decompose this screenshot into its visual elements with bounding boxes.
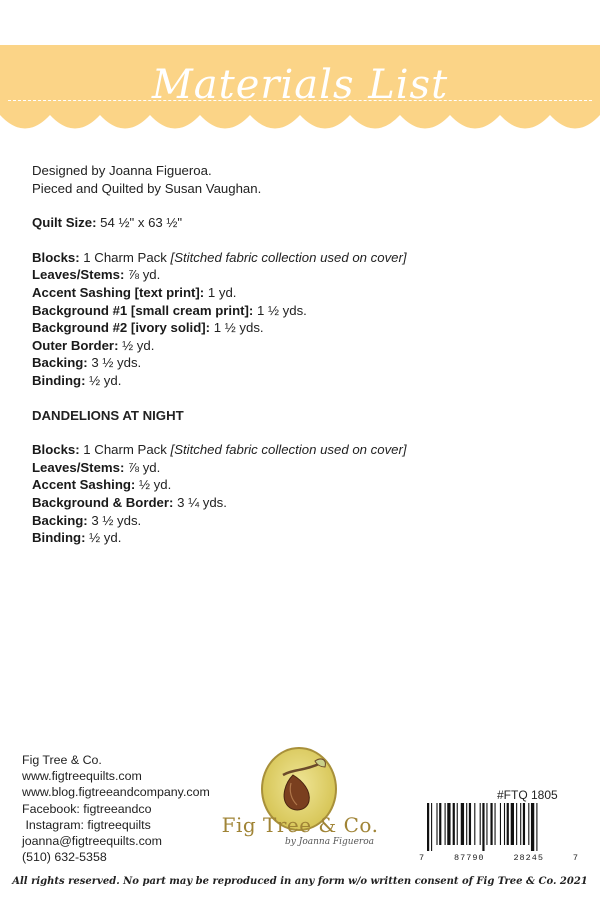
material-item bbox=[32, 302, 572, 320]
barcode-bar bbox=[520, 803, 521, 845]
material-value: 1 ½ yds. bbox=[253, 302, 307, 318]
material-label: Background #2 [ivory solid]: bbox=[32, 320, 211, 336]
material-label: Leaves/Stems: bbox=[32, 459, 125, 475]
phone-number: (510) 632-5358 bbox=[22, 850, 107, 865]
quilter-credit: Pieced and Quilted by Susan Vaughan. bbox=[32, 180, 262, 196]
barcode-bar bbox=[439, 803, 441, 845]
barcode-bar bbox=[482, 803, 484, 851]
barcode-digit-group: 28245 bbox=[513, 853, 544, 863]
material-value: ½ yd. bbox=[85, 530, 122, 546]
barcode-bar bbox=[511, 803, 514, 845]
quilt-size-line bbox=[32, 214, 572, 232]
barcode-bar bbox=[495, 803, 496, 845]
barcode-bar bbox=[531, 803, 534, 851]
material-label: Background #1 [small cream print]: bbox=[32, 302, 254, 318]
material-item bbox=[32, 284, 572, 302]
material-item bbox=[32, 494, 572, 512]
company-name: Fig Tree & Co. bbox=[22, 753, 102, 767]
materials-list-night bbox=[32, 441, 572, 547]
section-heading-night: DANDELIONS AT NIGHT bbox=[32, 407, 184, 423]
facebook-handle: Facebook: figtreeandco bbox=[22, 801, 152, 816]
blog-link[interactable]: www.blog.figtreeandcompany.com bbox=[22, 785, 210, 800]
material-value: ½ yd. bbox=[118, 337, 155, 353]
material-item bbox=[32, 354, 572, 372]
barcode-bar bbox=[507, 803, 509, 845]
product-sku: #FTQ 1805 bbox=[497, 788, 558, 802]
contact-block bbox=[22, 752, 210, 865]
material-value: ⅞ yd. bbox=[124, 267, 161, 283]
material-item bbox=[32, 266, 572, 284]
barcode-bar bbox=[427, 803, 429, 851]
materials-list-main bbox=[32, 249, 572, 390]
material-label: Binding: bbox=[32, 530, 86, 546]
barcode-bar bbox=[500, 803, 501, 845]
material-item bbox=[32, 249, 572, 267]
barcode-bar bbox=[431, 803, 432, 851]
barcode-digit-group: 7 bbox=[419, 853, 426, 863]
material-item bbox=[32, 441, 572, 459]
material-label: Accent Sashing: bbox=[32, 477, 136, 493]
barcode bbox=[425, 803, 575, 851]
quilt-size-value: 54 ½" x 63 ½" bbox=[96, 215, 183, 231]
materials-content bbox=[32, 162, 572, 547]
copyright-notice: All rights reserved. No part may be reproduced in any form w/o written consent of Fig Tree & Co. 2021 bbox=[12, 876, 588, 887]
barcode-bar bbox=[447, 803, 450, 845]
material-label: Accent Sashing [text print]: bbox=[32, 284, 205, 300]
barcode-bar bbox=[453, 803, 455, 845]
email-link[interactable]: joanna@figtreequilts.com bbox=[22, 834, 162, 849]
material-value: 3 ½ yds. bbox=[87, 512, 142, 528]
material-label: Blocks: bbox=[32, 442, 80, 458]
barcode-bar bbox=[490, 803, 492, 845]
barcode-digits bbox=[419, 853, 579, 863]
logo-byline: by Joanna Figueroa bbox=[285, 837, 375, 847]
material-item bbox=[32, 372, 572, 390]
banner-scallop-edge bbox=[0, 110, 600, 140]
material-value: 1 yd. bbox=[204, 284, 237, 300]
website-link[interactable]: www.figtreequilts.com bbox=[22, 769, 142, 784]
material-value: ½ yd. bbox=[135, 477, 172, 493]
material-value: ⅞ yd. bbox=[124, 459, 161, 475]
barcode-bar bbox=[536, 803, 537, 851]
material-label: Blocks: bbox=[32, 249, 80, 265]
material-item bbox=[32, 529, 572, 547]
instagram-handle: Instagram: figtreequilts bbox=[22, 817, 151, 832]
barcode-bar bbox=[528, 803, 529, 845]
barcode-bar bbox=[504, 803, 505, 845]
barcode-digit-group: 87790 bbox=[454, 853, 485, 863]
material-note: [Stitched fabric collection used on cover] bbox=[170, 442, 407, 458]
material-item bbox=[32, 337, 572, 355]
barcode-bar bbox=[523, 803, 525, 845]
material-value: 3 ¼ yds. bbox=[173, 494, 227, 510]
brand-logo bbox=[205, 745, 395, 855]
logo-wordmark: Fig Tree & Co. bbox=[221, 813, 379, 837]
designer-credit: Designed by Joanna Figueroa. bbox=[32, 163, 212, 178]
barcode-bar bbox=[461, 803, 464, 845]
barcode-digit-group: 7 bbox=[572, 853, 579, 863]
material-item bbox=[32, 476, 572, 494]
page-title: Materials List bbox=[151, 62, 449, 108]
material-item bbox=[32, 512, 572, 530]
quilt-size-label: Quilt Size: bbox=[32, 215, 97, 231]
material-label: Backing: bbox=[32, 512, 88, 528]
material-value: 1 ½ yds. bbox=[210, 320, 264, 336]
material-value: 1 Charm Pack bbox=[79, 249, 171, 265]
barcode-bar bbox=[474, 803, 475, 845]
material-label: Background & Border: bbox=[32, 494, 174, 510]
material-value: 1 Charm Pack bbox=[79, 442, 171, 458]
material-label: Leaves/Stems: bbox=[32, 267, 125, 283]
material-value: ½ yd. bbox=[85, 372, 122, 388]
barcode-bar bbox=[516, 803, 517, 845]
barcode-bar bbox=[469, 803, 471, 845]
material-label: Binding: bbox=[32, 372, 86, 388]
barcode-bar bbox=[436, 803, 437, 845]
barcode-bar bbox=[466, 803, 467, 845]
barcode-bar bbox=[480, 803, 481, 845]
barcode-bar bbox=[457, 803, 458, 845]
material-label: Outer Border: bbox=[32, 337, 119, 353]
material-item bbox=[32, 319, 572, 337]
barcode-bar bbox=[445, 803, 446, 845]
barcode-bar bbox=[486, 803, 487, 845]
material-label: Backing: bbox=[32, 355, 88, 371]
material-value: 3 ½ yds. bbox=[87, 355, 142, 371]
material-note: [Stitched fabric collection used on cover] bbox=[170, 249, 407, 265]
material-item bbox=[32, 459, 572, 477]
